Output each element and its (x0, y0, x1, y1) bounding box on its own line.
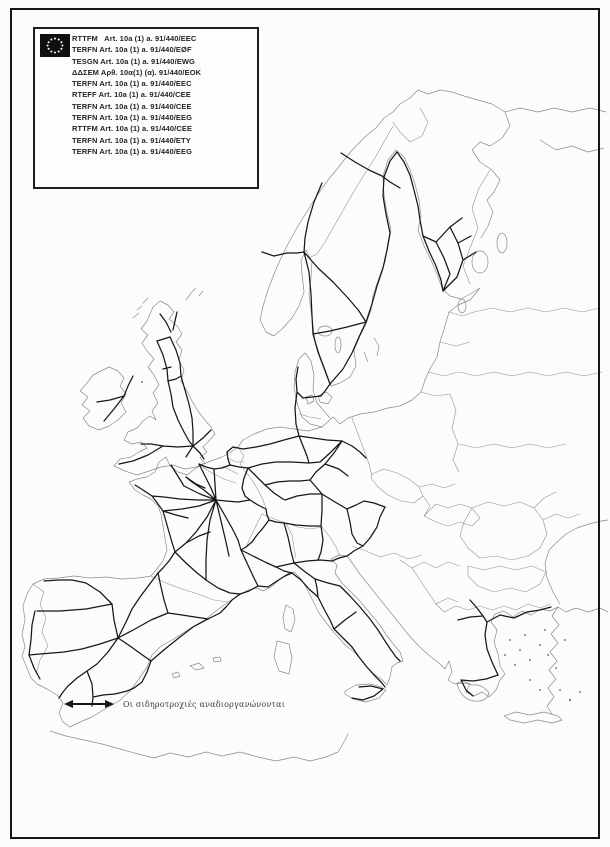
legend-entry: TERFN Art. 10a (1) a. 91/440/CEE (72, 101, 192, 111)
legend-entry: RTTFM Art. 10a (1) a. 91/440/EEC (72, 34, 197, 43)
legend-entry: TERFN Art. 10a (1) a. 91/440/EEG (72, 113, 193, 123)
legend-entries (72, 33, 255, 157)
double-arrow-icon (64, 698, 114, 710)
legend-entry: RTEFF Art. 10a (1) a. 91/440/CEE (72, 90, 191, 100)
legend-entry: TERFN Art. 10a (1) a. 91/440/ETY (72, 135, 191, 145)
map-caption (64, 695, 285, 713)
legend-entry: TERFN Art. 10a (1) a. 91/440/EØF (72, 45, 192, 55)
caption-text: Οι σιδηροτροχιές αναδιοργανώνονται (123, 699, 286, 709)
eu-flag-icon (40, 34, 70, 57)
legend-entry: RTTFM Art. 10a (1) a. 91/440/CEE (72, 124, 193, 134)
legend-entry: TESGN Art. 10a (1) a. 91/440/EWG (72, 56, 195, 66)
legend-entry: ΔΔΣΕΜ Αρθ. 10α(1) (α). 91/440/ΕΟΚ (72, 67, 202, 77)
legend-entry: TERFN Art. 10a (1) a. 91/440/EEG (72, 146, 193, 156)
legend-box (33, 27, 259, 189)
legend-entry: TERFN Art. 10a (1) a. 91/440/EEC (72, 79, 192, 89)
